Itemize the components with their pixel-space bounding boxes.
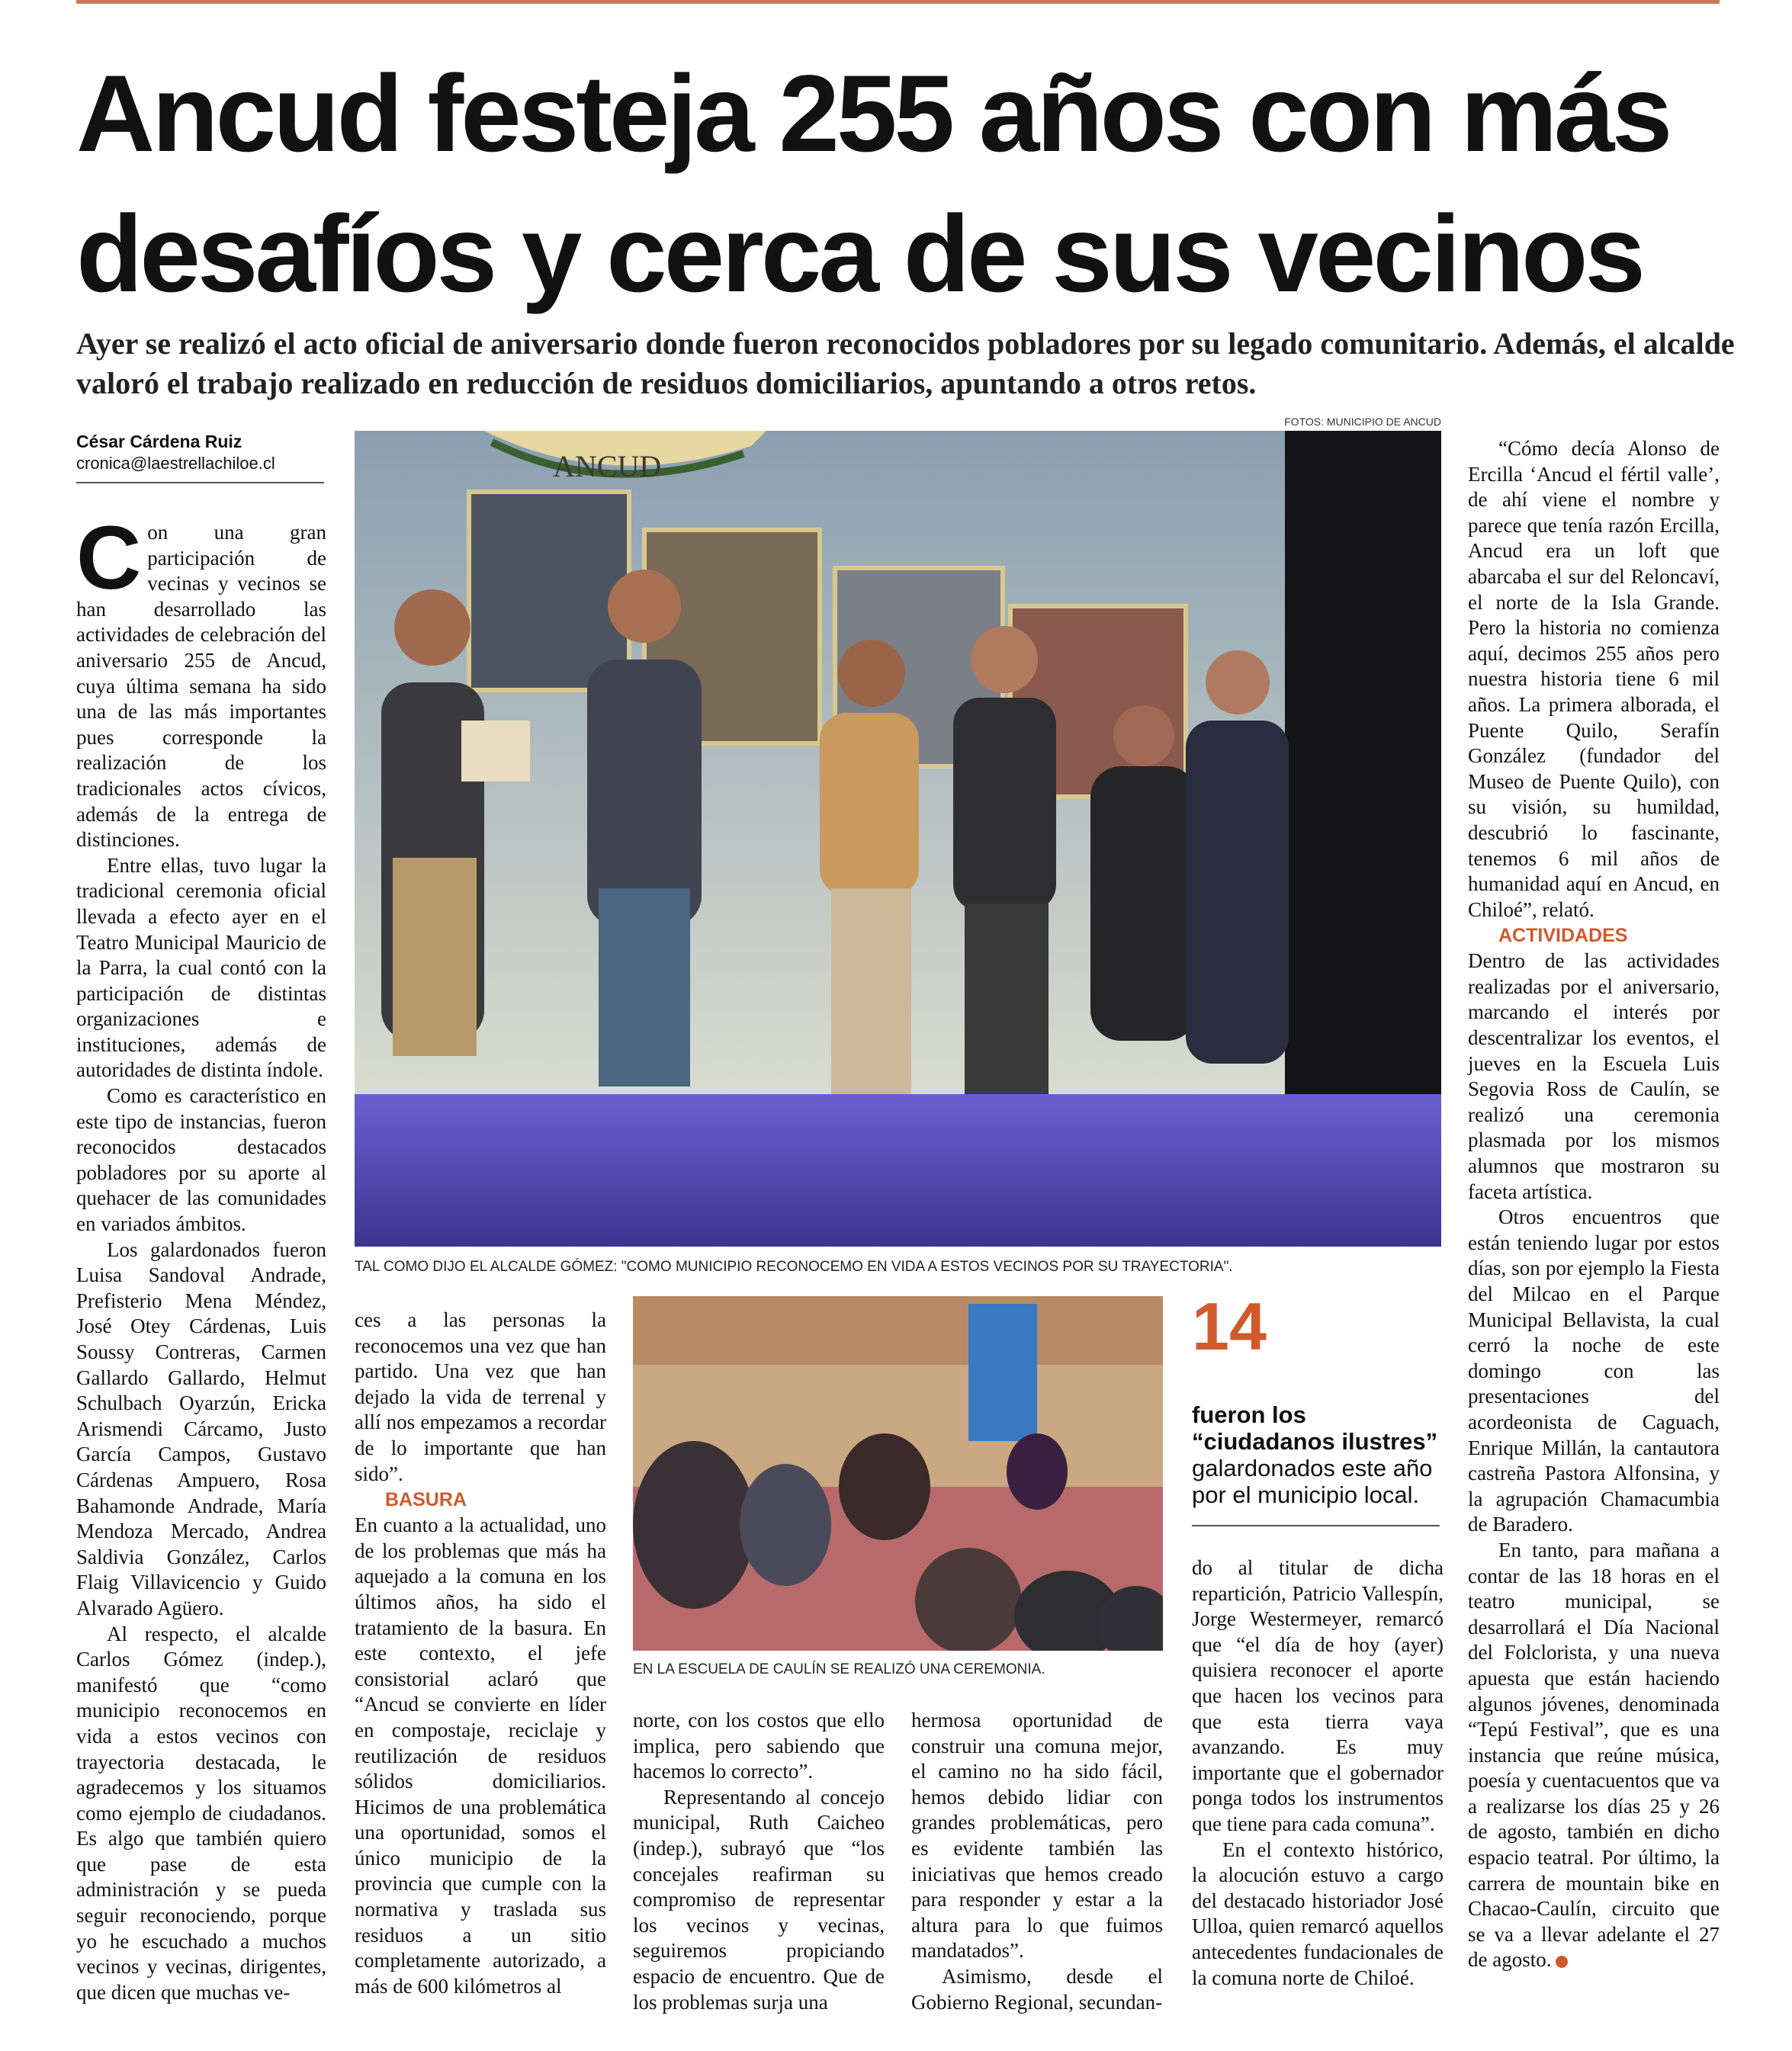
col5-paragraph-2: En el contexto histórico, la alocución estuvo a cargo del destacado historiador José Ulloa, quien remarcó aquellos antecedentes fundacionales de la comuna norte de Chiloé. [1192, 1838, 1444, 1989]
col2-paragraph-2: En cuanto a la actualidad, uno de los problemas que más ha aquejado a la comuna en los últimos años, ha sido el tratamiento de la basura. En este contexto, el jefe consistorial aclaró que “Ancud se convierte en líder en compostaje, reciclaje y reutilización de residuos sólidos domiciliarios. Hicimos de una problemática una oportunidad, somos el único municipio de la provincia que cumple con la normativa y traslada sus residuos a un sitio completamente autorizado, a más de 600 kilómetros al [355, 1513, 606, 1998]
col3-paragraph-2: Representando al concejo municipal, Ruth Caicheo (indep.), subrayó que “los concejales reafirman su compromiso de representar los vecinos y vecinas, seguiremos propiciando espacio de encuentro. Que de los problemas surja una [633, 1785, 885, 2014]
factoid-rest: galardonados este año por el municipio local. [1192, 1455, 1433, 1508]
col6-paragraph-4 [1468, 1538, 1720, 1973]
author-name: César Cárdena Ruiz [76, 432, 242, 451]
col1-paragraph-4: Los galardonados fueron Luisa Sandoval Andrade, Prefisterio Mena Méndez, José Otey Cárdenas, Luis Soussy Contreras, Carmen Gallardo Gallardo, Helmut Schulbach Oyarzún, Ericka Arismendi Cárcamo, Justo García Campos, Gustavo Cárdenas Ampuero, Rosa Bahamonde Andrade, María Mendoza Mercado, Andrea Saldivia González, Carlos Flaig Villavicencio y Guido Alvarado Agüero. [76, 1237, 326, 1619]
section-heading-actividades: ACTIVIDADES [1498, 925, 1628, 947]
drop-cap: C [76, 508, 142, 608]
col6-paragraph-3: Otros encuentros que están teniendo lugar por estos días, son por ejemplo la Fiesta del Milcao en el Parque Municipal Bellavista, la cual cerró la noche de este domingo con las presentaciones del acordeonista de Caguach, Enrique Millán, la cantautora castreña Pastora Alfonsina, y la agrupación Chamacumbia de Baradero. [1468, 1205, 1720, 1536]
main-photo [355, 431, 1441, 1247]
col1-paragraph-2: Entre ellas, tuvo lugar la tradicional ceremonia oficial llevada a efecto ayer en el Teatro Municipal Mauricio de la Parra, la cual contó con la participación de distintas organizaciones e instituciones, además de autoridades de distinta índole. [76, 853, 326, 1082]
banner-text: ANCUD [553, 449, 662, 483]
col6-paragraph-2: Dentro de las actividades realizadas por el aniversario, marcando el interés por descentralizar los eventos, el jueves en la Escuela Luis Segovia Ross de Caulín, se realizó una ceremonia plasmada por los mismos alumnos que mostraron su faceta artística. [1468, 949, 1720, 1203]
col4-paragraph-1: hermosa oportunidad de construir una comuna mejor, el camino no ha sido fácil, hemos debido lidiar con grandes problemáticas, pero es evidente también las iniciativas que hemos creado para responder y estar a la altura para lo que fuimos mandatados”. [911, 1709, 1163, 1963]
main-photo-caption: TAL COMO DIJO EL ALCALDE GÓMEZ: "COMO MUNICIPIO RECONOCEMO EN VIDA A ESTOS VECINOS POR SU TRAYECTORIA". [355, 1259, 1233, 1275]
col2-paragraph-1: ces a las personas la reconocemos una vez que han partido. Una vez que han dejado la vida de terrenal y allí nos empezamos a recordar de lo importante que han sido”. [355, 1308, 606, 1485]
col1-paragraph-5: Al respecto, el alcalde Carlos Gómez (indep.), manifestó que “como municipio reconocemos en vida a estos vecinos con trayectoria destacada, le agradecemos y los situamos como ejemplo de ciudadanos. Es algo que también quiero que pase de esta administración y se pueda seguir reconociendo, porque yo he escuchado a muchos vecinos y vecinas, dirigentes, que dicen que muchas ve- [76, 1622, 326, 2004]
col1-paragraph-1 [76, 508, 326, 853]
section-heading-basura: BASURA [385, 1489, 467, 1511]
second-photo [633, 1296, 1163, 1651]
factoid-rule [1192, 1525, 1440, 1526]
headline: Ancud festeja 255 años con más desafíos y cerca de sus vecinos [76, 53, 1670, 315]
article-column-6 [1468, 436, 1720, 1973]
col1-paragraph-3: Como es característico en este tipo de instancias, fueron reconocidos destacados pobladores por su aporte al quehacer de las comunidades en variados ámbitos. [76, 1084, 326, 1236]
second-photo-caption: EN LA ESCUELA DE CAULÍN SE REALIZÓ UNA CEREMONIA. [633, 1661, 1045, 1677]
article-column-3 [633, 1708, 885, 2015]
col3-paragraph-1: norte, con los costos que ello implica, pero sabiendo que hacemos lo correcto”. [633, 1709, 885, 1783]
article-column-2 [355, 1308, 606, 1999]
photo-credit: FOTOS: MUNICIPIO DE ANCUD [1284, 416, 1441, 428]
top-rule [76, 0, 1720, 4]
factoid-bold: fueron los “ciudadanos ilustres” [1192, 1401, 1438, 1455]
col6-paragraph-1: “Cómo decía Alonso de Ercilla ‘Ancud el fértil valle’, de ahí viene el nombre y parece que tenía razón Ercilla, Ancud era un loft que abarcaba el sur del Reloncaví, el norte de la Isla Grande. Pero la historia no comienza aquí, decimos 255 años pero nuestra historia tiene 6 mil años. La primera alborada, el Puente Quilo, Serafín González (fundador del Museo de Puente Quilo), con su visión, su humildad, descubrió lo fascinante, tenemos 6 mil años de humanidad aquí en Ancud, en Chiloé”, relató. [1468, 437, 1720, 921]
factoid-number: 14 [1192, 1289, 1267, 1364]
article-column-5 [1192, 1555, 1444, 1991]
article-column-4 [911, 1708, 1163, 2015]
col1-p1-text: on una gran participación de vecinas y vecinos se han desarrollado las actividades de celebración del aniversario 255 de Ancud, cuya última semana ha sido una de las más importantes pues corresponde la realización de los tradicionales actos cívicos, además de la entrega de distinciones. [76, 521, 326, 852]
deck: Ayer se realizó el acto oficial de aniversario donde fueron reconocidos pobladores por su legado comunitario. Además, el alcalde valoró el trabajo realizado en reducción de residuos domiciliarios, apuntando a otros retos. [76, 326, 1735, 400]
col4-paragraph-2: Asimismo, desde el Gobierno Regional, secundan- [911, 1964, 1163, 2014]
byline-rule [76, 482, 324, 483]
ceremony-photo-illustration [355, 431, 1441, 1247]
factoid-text [1192, 1401, 1447, 1508]
byline [76, 430, 324, 483]
col5-paragraph-1: do al titular de dicha repartición, Patricio Vallespín, Jorge Westermeyer, remarcó que “el día de hoy (ayer) quisiera reconocer el aporte que hacen los vecinos para que esta tierra vaya avanzando. Es muy importante que el gobernador ponga todos los instrumentos que tiene para cada comuna”. [1192, 1556, 1444, 1835]
author-email[interactable]: cronica@laestrellachiloe.cl [76, 454, 275, 473]
article-column-1 [76, 508, 326, 2005]
school-ceremony-illustration [633, 1296, 1163, 1651]
col6-p4-text: En tanto, para mañana a contar de las 18 horas en el teatro municipal, se desarrollará el Día Nacional del Folclorista, y una nueva apuesta que están haciendo algunos jóvenes, denominada “Tepú Festival”, que es una instancia que reúne música, poesía y cuentacuentos que va a realizarse los días 25 y 26 de agosto, también en dicho espacio teatral. Por último, la carrera de mountain bike en Chacao-Caulín, circuito que se va a llevar adelante el 27 de agosto. [1468, 1538, 1720, 1972]
end-of-article-icon [1556, 1956, 1568, 1968]
